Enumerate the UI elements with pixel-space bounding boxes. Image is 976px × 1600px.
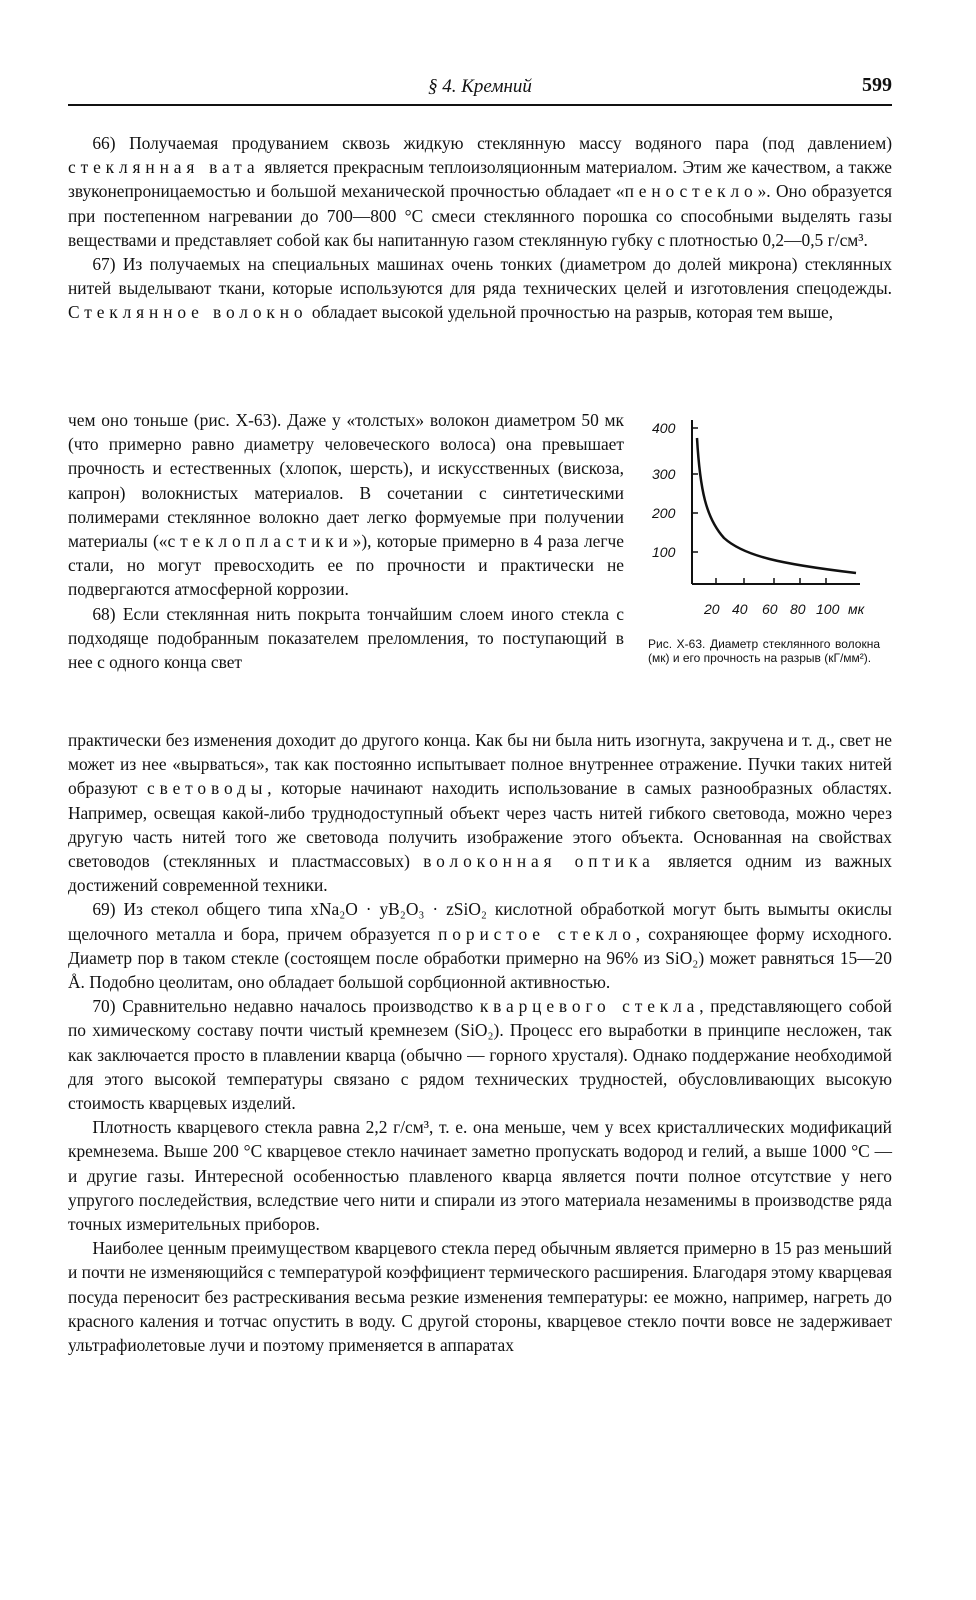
paragraph-72: Наиболее ценным преимуществом кварцевого стекла перед обычным является примерно в 15 раз меньший и почти не изменяющийся с температурой коэффициент термического расширения. Благодаря этому кварцевая посуда переносит без растрескивания весьма резкие изменения температуры: ее можно, например, нагреть до красного каления и тотчас опустить в воду. С другой стороны, кварцевое стекло почти вовсе не задерживает ультрафиолетовые лучи и поэтому применяется в аппаратах [68,1238,892,1356]
spaced-term: стеклянная вата [68,157,260,178]
text-run: , сохраняющее форму исходного. Диаметр пор в таком стекле (состоящем после обработки примерно на 96% из SiO₂) может равняться 15—20 Å. Подобно цеолитам, оно обладает большой сорбционной активностью. [68,923,892,993]
paragraph-71: Плотность кварцевого стекла равна 2,2 г/см³, т. е. она меньше, чем у всех кристаллических модификаций кремнезема. Выше 200 °С кварцевое стекло начинает заметно пропускать водород и гелий, а выше 1000 °С — и другие газы. Интересной особенностью плавленого кварца является почти полное отсутствие у него упругого последействия, вследствие чего нити и спирали из этого материала незаменимы в производстве ряда точных измерительных приборов. [68,1117,892,1235]
paragraph-69 [68,897,892,994]
paragraph-67-cont [68,408,624,602]
paragraph-68-cont [68,728,892,897]
text-block-beside-figure [68,408,624,674]
running-header [68,74,892,106]
text-run: ». Оно образуется при постепенном нагревании до 700—800 °С смеси стеклянного порошка со способными выделять газы веществами и представляет собой как бы напитанную газом стеклянную губку с плотностью 0,2—0,5 г/см³. [68,181,892,250]
y-tick-label: 400 [652,420,676,436]
figure-caption: Рис. X-63. Диаметр стеклянного волокна (мк) и его прочность на разрыв (кГ/мм²). [648,637,880,665]
paragraph-70 [68,994,892,1115]
spaced-term: пеностекло [624,181,758,202]
text-run: 69) Из стекол общего типа xNa₂O · yB₂O₃ · zSiO₂ кислотной обработкой могут быть вымыты окислы щелочного металла и бора, причем образуется [68,899,892,944]
text-block-bottom [68,728,892,1357]
spaced-term: Стеклянное волокно [68,302,308,323]
section-title: § 4. Кремний [428,76,532,97]
text-run: практически без изменения доходит до другого конца. Как бы ни была нить изогнута, закручена и т. д., свет не может из нее «вырваться», так как постоянно испытывает полное внутреннее отражение. Пучки таких нитей образуют [68,730,892,799]
text-run: обладает высокой удельной прочностью на разрыв, которая тем выше, [307,302,834,323]
text-run: 68) Если стеклянная нить покрыта тончайшим слоем иного стекла с подходяще подобранным показателем преломления, то поступающий в нее с одного конца свет [68,603,624,673]
spaced-term: световоды [147,778,268,799]
y-tick-label: 100 [652,544,676,560]
spaced-term: волоконная оптика [423,851,655,872]
x-tick-label: 40 [732,601,748,617]
text-run: 66) Получаемая продуванием сквозь жидкую стеклянную массу водяного пара (под давлением) [92,133,892,153]
spaced-term: пористое стекло [438,923,636,944]
y-tick-label: 300 [652,466,676,482]
text-run: является одним из важных достижений современной техники. [68,851,892,896]
y-tick-label: 200 [652,505,676,521]
text-run: 67) Из получаемых на специальных машинах очень тонких (диаметром до долей микрона) стеклянных нитей выделывают ткани, которые используются для ряда технических целей и изготовления спецодежды. [68,254,892,299]
x-unit-label: мк [848,601,865,617]
x-tick-label: 20 [704,601,720,617]
text-run: чем оно тоньше (рис. X-63). Даже у «толстых» волокон диаметром 50 мк (что примерно равно диаметру человеческого волоса) она превышает прочность и естественных (хлопок, шерсть), и искусственных (вискоза, капрон) волокнистых материалов. В сочетании с синтетическими полимерами стеклянное волокно дает легко формуемые при получении материалы (« [68,410,624,552]
text-run: , которые начинают находить использование в самых разнообразных областях. Например, освещая какой-либо труднодоступный объект через часть нитей гибкого световода, можно через другую часть нитей того же световода получить изображение этого объекта. Основанная на свойствах световодов (стеклянных и пластмассовых) [68,778,892,872]
spaced-term: кварцевого стекла [479,996,700,1017]
paragraph-67-start [68,252,892,325]
text-run: , представляющего собой по химическому составу почти чистый кремнезем (SiO₂). Процесс его выработки в принципе несложен, так как заключается просто в плавлении кварца (обычно — горного хрусталя). Однако поддержание необходимой для этого высокой температуры связано с рядом технических трудностей, обусловливающих высокую стоимость кварцевых изделий. [68,996,892,1114]
paragraph-66 [68,131,892,252]
spaced-term: стеклопластики [167,531,353,552]
strength-curve [697,438,856,573]
page-number: 599 [862,74,892,96]
x-tick-label: 80 [790,601,806,617]
text-run: является прекрасным теплоизоляционным материалом. Этим же качеством, а также звуконепроницаемостью и большой механической прочностью обладает « [68,157,892,202]
paragraph-68-start [68,602,624,675]
text-block-top [68,131,892,325]
text-run: 70) Сравнительно недавно началось производство [92,996,480,1017]
text-run: »), которые примерно в 4 раза легче стали, но могут превосходить ее по прочности и практически не подвергаются атмосферной коррозии. [68,531,625,600]
x-tick-label: 60 [762,601,778,617]
x-tick-label: 100 [816,601,840,617]
